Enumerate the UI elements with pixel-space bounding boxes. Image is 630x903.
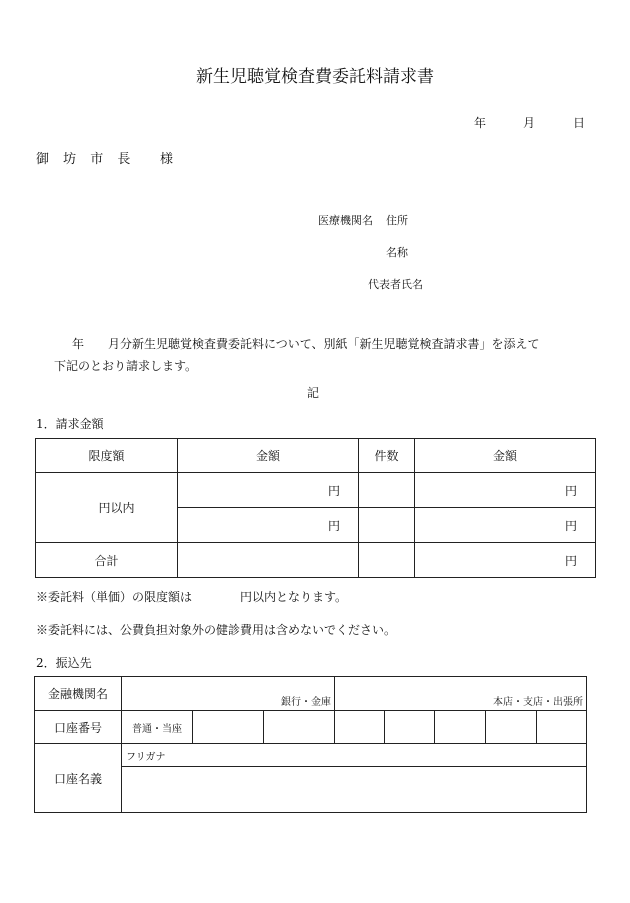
account-name-cell[interactable] bbox=[122, 767, 587, 813]
ki-label: 記 bbox=[307, 386, 320, 400]
total-label: 合計 bbox=[36, 543, 178, 578]
name-label: 名称 bbox=[386, 246, 408, 259]
account-type-cell[interactable]: 普通・当座 bbox=[122, 711, 193, 744]
header-count: 件数 bbox=[359, 439, 415, 473]
limit-cell bbox=[36, 473, 178, 543]
account-number-label: 口座番号 bbox=[35, 711, 122, 744]
account-digit-4[interactable] bbox=[385, 711, 435, 744]
account-digit-6[interactable] bbox=[486, 711, 537, 744]
account-digit-5[interactable] bbox=[435, 711, 486, 744]
date-day-label: 日 bbox=[573, 116, 586, 130]
header-amount: 金額 bbox=[178, 439, 359, 473]
account-name-label: 口座名義 bbox=[35, 744, 122, 813]
body-year-label: 年 bbox=[72, 337, 85, 351]
claim-amount-table bbox=[35, 438, 596, 578]
bank-name-cell[interactable]: 銀行・金庫 bbox=[122, 677, 335, 711]
body-text-line2: 下記のとおり請求します。 bbox=[54, 359, 198, 373]
address-label: 住所 bbox=[386, 214, 408, 227]
count-cell-row1[interactable] bbox=[359, 473, 415, 508]
header-limit: 限度額 bbox=[36, 439, 178, 473]
account-digit-3[interactable] bbox=[335, 711, 385, 744]
note-limit: ※委託料（単価）の限度額は 円以内となります。 bbox=[36, 590, 348, 604]
total-cell-row1[interactable]: 円 bbox=[415, 473, 596, 508]
account-digit-1[interactable] bbox=[193, 711, 264, 744]
amount-cell-row2[interactable]: 円 bbox=[178, 508, 359, 543]
bank-transfer-table bbox=[34, 676, 587, 813]
note-exclusion: ※委託料には、公費負担対象外の健診費用は含めないでください。 bbox=[36, 623, 397, 637]
count-cell-row2[interactable] bbox=[359, 508, 415, 543]
section1-title: 1．請求金額 bbox=[36, 417, 104, 431]
account-digit-7[interactable] bbox=[537, 711, 587, 744]
addressee-honorific: 様 bbox=[160, 152, 174, 167]
section2-title: 2．振込先 bbox=[36, 656, 92, 670]
bank-name-label: 金融機関名 bbox=[35, 677, 122, 711]
page-title: 新生児聴覚検査費委託料請求書 bbox=[196, 67, 434, 87]
body-text-line1: 月分新生児聴覚検査費委託料について、別紙「新生児聴覚検査請求書」を添えて bbox=[108, 337, 540, 351]
header-total-amount: 金額 bbox=[415, 439, 596, 473]
total-cell-row2[interactable]: 円 bbox=[415, 508, 596, 543]
branch-name-cell[interactable]: 本店・支店・出張所 bbox=[335, 677, 587, 711]
total-count-cell[interactable] bbox=[359, 543, 415, 578]
limit-within-label: 円以内 bbox=[98, 501, 135, 515]
date-year-label: 年 bbox=[474, 116, 487, 130]
addressee-name: 御 坊 市 長 bbox=[36, 152, 136, 167]
amount-cell-row1[interactable]: 円 bbox=[178, 473, 359, 508]
institution-label: 医療機関名 bbox=[318, 214, 373, 227]
total-amount-cell[interactable] bbox=[178, 543, 359, 578]
account-digit-2[interactable] bbox=[264, 711, 335, 744]
grand-total-cell[interactable]: 円 bbox=[415, 543, 596, 578]
furigana-cell[interactable]: フリガナ bbox=[122, 744, 587, 767]
representative-label: 代表者氏名 bbox=[368, 278, 423, 291]
date-month-label: 月 bbox=[523, 116, 536, 130]
